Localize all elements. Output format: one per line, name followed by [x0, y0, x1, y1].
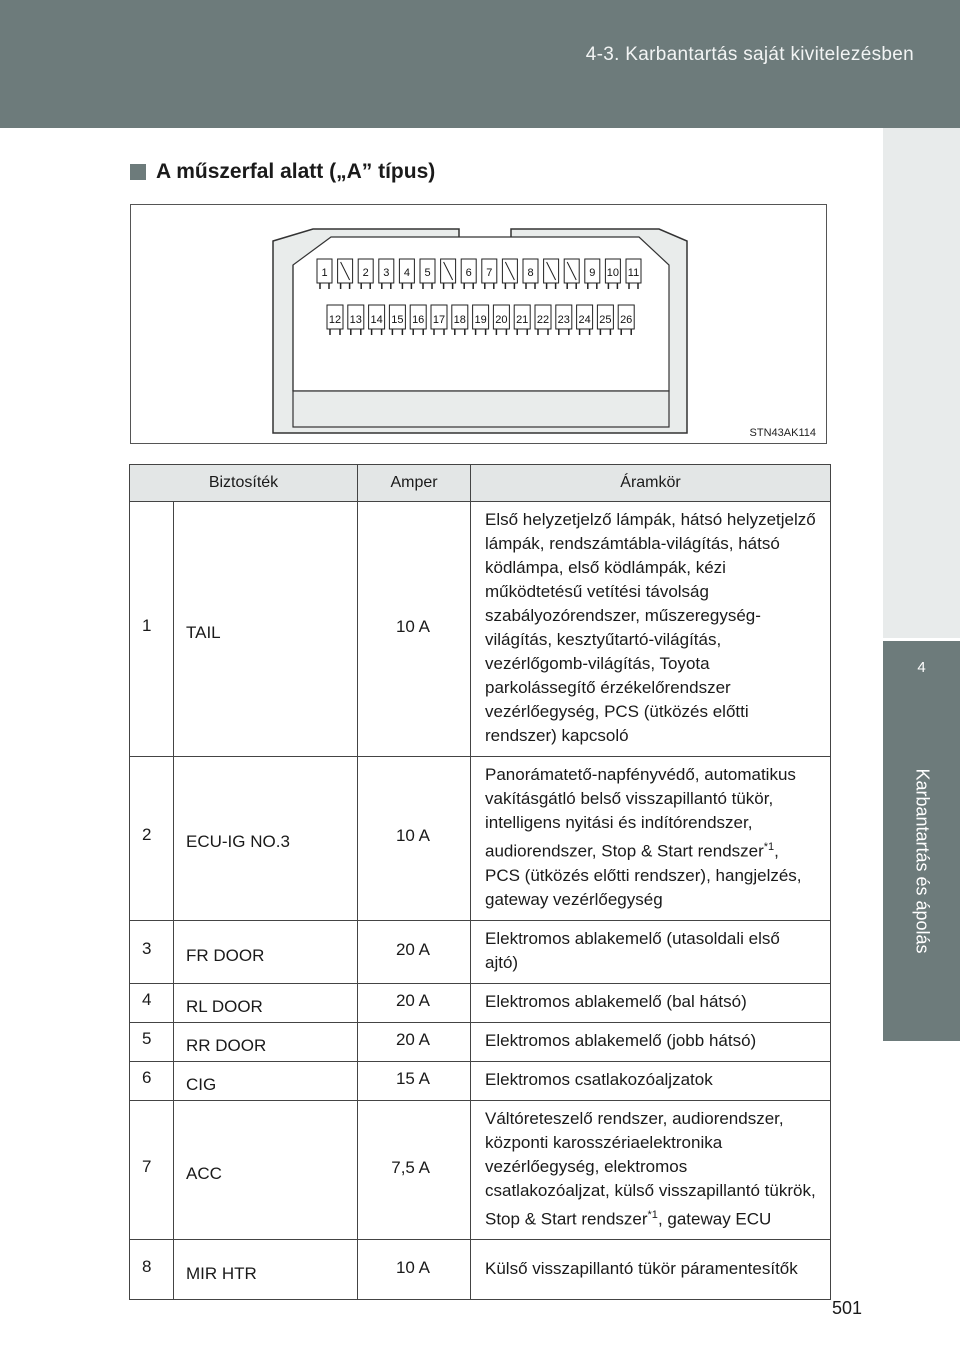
fuse-amp: 15 A [358, 1061, 471, 1100]
fuse-number: 8 [130, 1240, 174, 1300]
square-bullet-icon [130, 164, 146, 180]
section-heading [130, 160, 435, 184]
chapter-number: 4 [917, 659, 926, 676]
fuse-amp: 10 A [358, 502, 471, 757]
page-number: 501 [832, 1298, 863, 1318]
chapter-label: Karbantartás és ápolás [912, 768, 932, 954]
fuse-amp: 20 A [358, 1022, 471, 1061]
fuse-name: ACC [174, 1100, 358, 1240]
table-row [130, 920, 831, 983]
fuse-slot-label: 13 [349, 314, 362, 326]
fuse-circuit: Elektromos csatlakozóaljzatok [471, 1061, 831, 1100]
table-row [130, 1100, 831, 1240]
fuse-number: 6 [130, 1061, 174, 1100]
fuse-slot-label: 12 [328, 314, 342, 326]
fuse-slot-label: 19 [474, 314, 487, 326]
table-row [130, 983, 831, 1022]
fuse-slot-label: 4 [403, 267, 410, 279]
fuse-box-diagram [131, 205, 828, 445]
fuse-slot-label: 22 [536, 314, 550, 326]
fuse-name: TAIL [174, 502, 358, 757]
fuse-slot-label: 2 [362, 267, 369, 279]
fuse-circuit [471, 757, 831, 921]
footnote-marker: *1 [763, 841, 775, 853]
fuse-circuit: Elektromos ablakemelő (bal hátsó) [471, 983, 831, 1022]
fuse-slot-label: 18 [453, 314, 466, 326]
table-row [130, 1061, 831, 1100]
fuse-table [129, 464, 831, 1300]
chapter-side-tab [883, 641, 960, 1041]
fuse-slot-label: 3 [383, 267, 390, 279]
fuse-name: CIG [174, 1061, 358, 1100]
header-circuit: Áramkör [471, 465, 831, 502]
fuse-name: ECU-IG NO.3 [174, 757, 358, 921]
fuse-slot-label: 5 [424, 267, 431, 279]
fuse-amp: 20 A [358, 920, 471, 983]
fuse-number: 5 [130, 1022, 174, 1061]
fuse-slot-label: 6 [465, 267, 472, 279]
fuse-box-base [293, 391, 669, 427]
table-header-row [130, 465, 831, 502]
fuse-box-figure [130, 204, 827, 444]
fuse-name: RL DOOR [174, 983, 358, 1022]
fuse-slot-label: 24 [578, 314, 591, 326]
header-title: 4-3. Karbantartás saját kivitelezésben [585, 44, 914, 65]
circuit-text: , gateway ECU [657, 1209, 772, 1229]
fuse-circuit [471, 1100, 831, 1240]
fuse-slot-label: 10 [606, 267, 620, 279]
fuse-slot-label: 21 [516, 314, 529, 326]
fuse-circuit: Elektromos ablakemelő (utasoldali első ajtó) [471, 920, 831, 983]
fuse-slot-label: 15 [391, 314, 404, 326]
circuit-text: Panorámatető-napfényvédő, automatikus vakításgátló belső visszapillantó tükör, intelligens nyitási és indítórendszer, audiorendszer, Stop & Start rendszer [485, 765, 796, 861]
fuse-slot-label: 25 [599, 314, 612, 326]
fuse-number: 2 [130, 757, 174, 921]
table-row [130, 757, 831, 921]
fuse-slot-label: 8 [527, 267, 534, 279]
circuit-text: Váltóreteszelő rendszer, audiorendszer, központi karosszériaelektronika vezérlőegység, elektromos csatlakozóaljzat, külső visszapillantó tükrök, Stop & Start rendszer [485, 1108, 816, 1229]
fuse-amp: 10 A [358, 757, 471, 921]
header-band [0, 0, 960, 128]
side-tab-background [883, 128, 960, 638]
fuse-circuit: Elektromos ablakemelő (jobb hátsó) [471, 1022, 831, 1061]
table-row [130, 1022, 831, 1061]
fuse-name: FR DOOR [174, 920, 358, 983]
fuse-number: 1 [130, 502, 174, 757]
fuse-amp: 20 A [358, 983, 471, 1022]
figure-code: STN43AK114 [749, 427, 816, 439]
fuse-number: 7 [130, 1100, 174, 1240]
fuse-slot-label: 7 [486, 267, 493, 279]
fuse-name: RR DOOR [174, 1022, 358, 1061]
fuse-slot-label: 23 [557, 314, 570, 326]
fuse-name: MIR HTR [174, 1240, 358, 1300]
table-row [130, 502, 831, 757]
header-fuse: Biztosíték [130, 465, 358, 502]
fuse-slot-label: 26 [620, 314, 633, 326]
fuse-slot-label: 11 [627, 267, 640, 279]
fuse-slot-label: 14 [370, 314, 383, 326]
fuse-circuit: Első helyzetjelző lámpák, hátsó helyzetjelző lámpák, rendszámtábla-világítás, hátsó ködlámpa, első ködlámpák, kézi működtetésű vetítési távolság szabályozórendszer, műszeregység-világítás, kesztyűtartó-világítás, vezérlőgomb-világítás, Toyota parkolássegítő érzékelőrendszer vezérlőegység, PCS (ütközés előtti rendszer) kapcsoló [471, 502, 831, 757]
circuit-text: , PCS (ütközés előtti rendszer), hangjelzés, gateway vezérlőegység [485, 841, 802, 909]
fuse-amp: 10 A [358, 1240, 471, 1300]
footnote-marker: *1 [647, 1208, 658, 1221]
fuse-slot-label: 16 [412, 314, 425, 326]
fuse-slot-label: 9 [589, 267, 596, 279]
fuse-amp: 7,5 A [358, 1100, 471, 1240]
section-title: A műszerfal alatt („A” típus) [156, 160, 436, 183]
fuse-number: 3 [130, 920, 174, 983]
fuse-circuit: Külső visszapillantó tükör páramentesítők [471, 1240, 831, 1300]
fuse-slot-label: 20 [495, 314, 508, 326]
table-row [130, 1240, 831, 1300]
header-amp: Amper [358, 465, 471, 502]
fuse-number: 4 [130, 983, 174, 1022]
fuse-slot-label: 1 [321, 267, 328, 279]
fuse-slot-label: 17 [432, 314, 446, 326]
